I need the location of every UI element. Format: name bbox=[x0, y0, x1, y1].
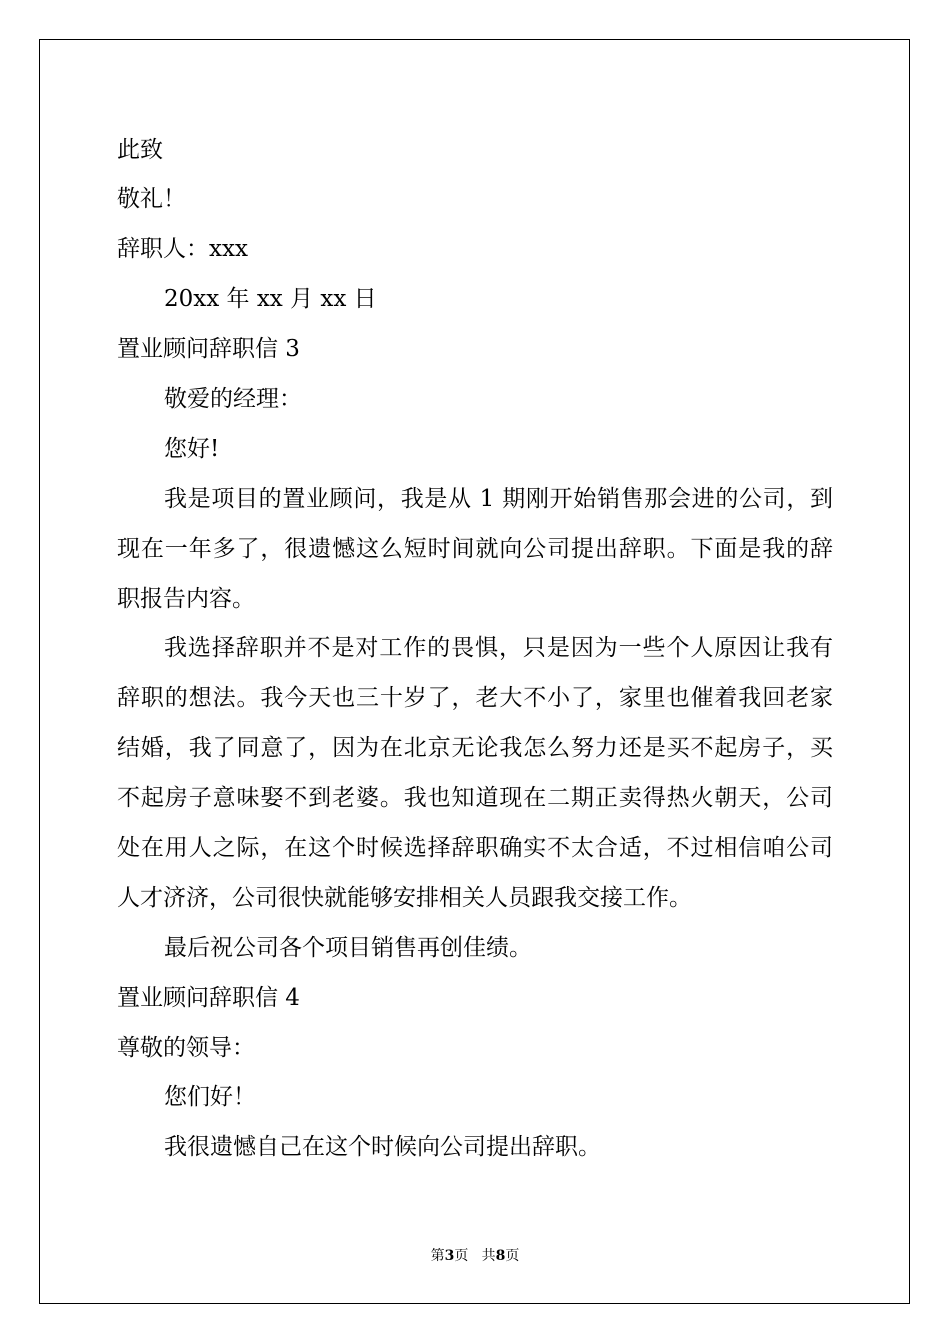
paragraph-line: 最后祝公司各个项目销售再创佳绩。 bbox=[164, 935, 532, 961]
paragraph-line: 我是项目的置业顾问，我是从 1 期刚开始销售那会进的公司，到 bbox=[164, 486, 833, 512]
hello-line: 您好! bbox=[164, 436, 220, 462]
paragraph-line: 处在用人之际，在这个时候选择辞职确实不太合适，不过相信咱公司 bbox=[117, 835, 833, 861]
paragraph-line: 现在一年多了，很遗憾这么短时间就向公司提出辞职。下面是我的辞 bbox=[117, 536, 833, 562]
greeting-line: 尊敬的领导： bbox=[117, 1035, 255, 1061]
signer-line: 辞职人：xxx bbox=[117, 236, 248, 262]
paragraph-line: 结婚，我了同意了，因为在北京无论我怎么努力还是买不起房子，买 bbox=[117, 735, 833, 761]
paragraph-line: 我选择辞职并不是对工作的畏惧，只是因为一些个人原因让我有 bbox=[164, 635, 833, 661]
date-line: 20xx 年 xx 月 xx 日 bbox=[164, 286, 377, 312]
paragraph-line: 职报告内容。 bbox=[117, 586, 255, 612]
page-footer bbox=[0, 1247, 950, 1265]
paragraph-line: 人才济济，公司很快就能够安排相关人员跟我交接工作。 bbox=[117, 885, 692, 911]
footer-middle: 页 共 bbox=[454, 1248, 496, 1264]
footer-page-number: 3 bbox=[444, 1248, 455, 1264]
section-heading-4: 置业顾问辞职信 4 bbox=[117, 985, 300, 1011]
section-heading-3: 置业顾问辞职信 3 bbox=[117, 336, 300, 362]
footer-prefix: 第 bbox=[430, 1248, 445, 1264]
closing-line: 此致 bbox=[117, 137, 163, 163]
hello-line: 您们好！ bbox=[164, 1084, 256, 1110]
page-border bbox=[39, 39, 910, 1304]
footer-suffix: 页 bbox=[505, 1248, 520, 1264]
paragraph-line: 我很遗憾自己在这个时候向公司提出辞职。 bbox=[164, 1134, 601, 1160]
paragraph-line: 辞职的想法。我今天也三十岁了，老大不小了，家里也催着我回老家 bbox=[117, 685, 833, 711]
greeting-line: 敬爱的经理： bbox=[164, 386, 302, 412]
salutation-line: 敬礼！ bbox=[117, 186, 186, 212]
paragraph-line: 不起房子意味娶不到老婆。我也知道现在二期正卖得热火朝天，公司 bbox=[117, 785, 833, 811]
footer-total-pages: 8 bbox=[495, 1248, 506, 1264]
